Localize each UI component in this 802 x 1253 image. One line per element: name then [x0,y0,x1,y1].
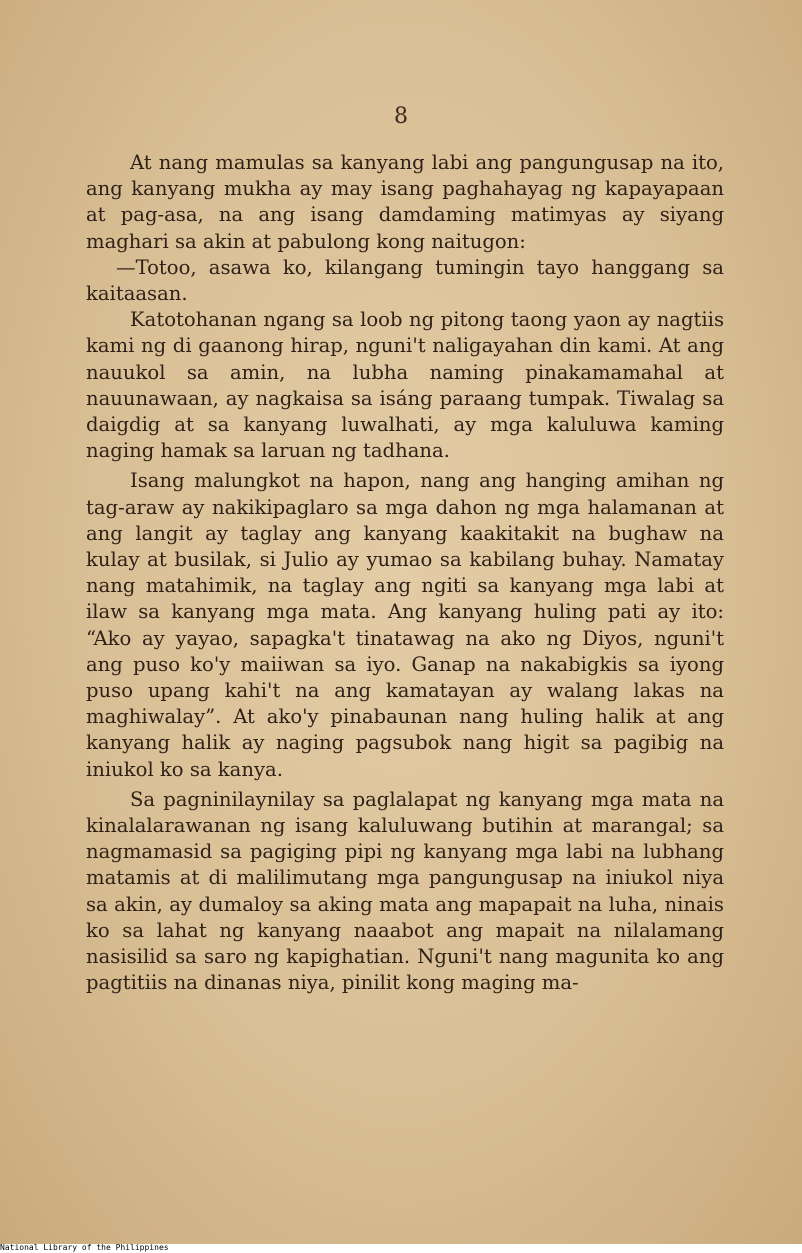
paragraph-3: Katotohanan ngang sa loob ng pitong taong yaon ay nagtiis kami ng di gaanong hirap, nguni't naligayahan din kami. At ang nauukol sa amin, na lubha naming pinakamamahal at nauunawaan, ay nagkaisa sa isáng paraang tumpak. Tiwalag sa daigdig at sa kanyang luwalhati, ay mga kaluluwa kaming naging hamak sa laruan ng tadhana. [86,308,724,463]
library-credit: National Library of the Philippines [0,1243,169,1252]
paragraph-4: Isang malungkot na hapon, nang ang hanging amihan ng tag-araw ay nakikipaglaro sa mga dahon ng mga halamanan at ang langit ay taglay ang kanyang kaakitakit na bughaw na kulay at busilak, si Julio ay yumao sa kabilang buhay. Namatay nang matahimik, na taglay ang ngiti sa kanyang mga labi at ilaw sa kanyang mga mata. Ang kanyang huling pati ay ito: “Ako ay yayao, sapagka't tinatawag na ako ng Diyos, nguni't ang puso ko'y maiiwan sa iyo. Ganap na nakabigkis sa iyong puso upang kahi't na ang kamatayan ay walang lakas na maghiwalay”. At ako'y pinabaunan nang huling halik at ang kanyang halik ay naging pagsubok nang higit sa pagibig na iniukol ko sa kanya. [86,469,724,781]
page-number: 8 [394,104,408,129]
body-text [86,150,724,997]
paragraph-5: Sa pagninilaynilay sa paglalapat ng kanyang mga mata na kinalalarawanan ng isang kaluluwang butihin at marangal; sa nagmamasid sa pagiging pipi ng kanyang mga labi na lubhang matamis at di malilimutang mga pangungusap na iniukol niya sa akin, ay dumaloy sa aking mata ang mapapait na luha, ninais ko sa lahat ng kanyang naaabot ang mapait na nilalamang nasisilid sa saro ng kapighatian. Nguni't nang magunita ko ang pagtitiis na dinanas niya, pinilit kong maging ma- [86,787,724,995]
paragraph-1: At nang mamulas sa kanyang labi ang pangungusap na ito, ang kanyang mukha ay may isang paghahayag ng kapayapaan at pag-asa, na ang isang damdaming matimyas ay siyang maghari sa akin at pabulong kong naitugon: [86,151,724,253]
paragraph-2: —Totoo, asawa ko, kilangang tumingin tayo hanggang sa kaitaasan. [86,255,724,306]
